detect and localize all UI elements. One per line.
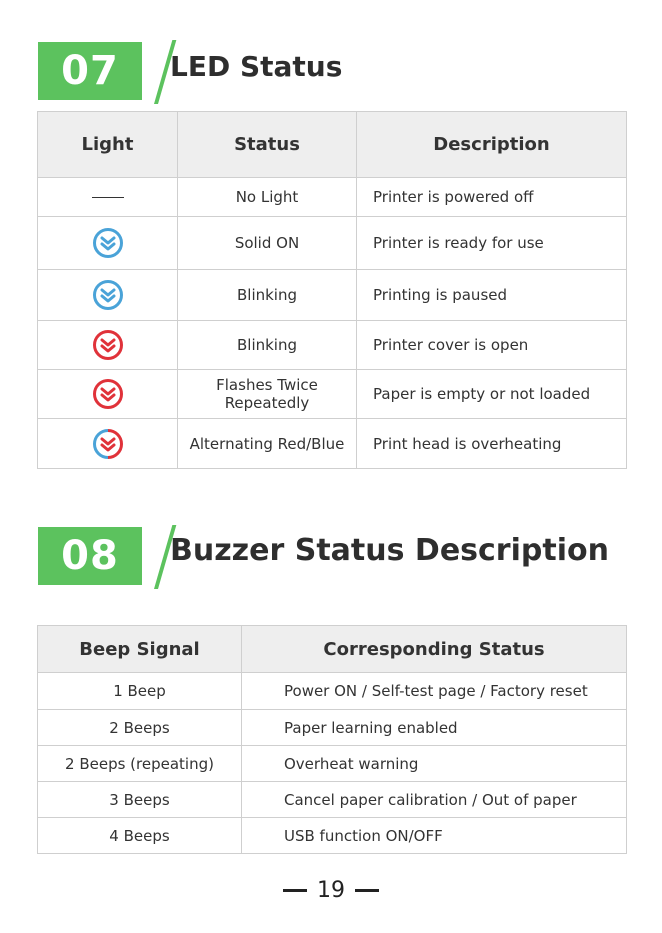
light-cell	[38, 321, 178, 370]
table-row	[38, 321, 627, 370]
led-blue-icon	[92, 227, 124, 259]
signal-cell: 3 Beeps	[38, 782, 242, 818]
light-cell	[38, 370, 178, 419]
status-cell	[178, 370, 357, 419]
status-cell: Power ON / Self-test page / Factory reset	[242, 673, 627, 710]
led-status-table	[37, 111, 627, 469]
header-description: Description	[357, 112, 627, 178]
led-blue-icon	[92, 279, 124, 311]
description-cell: Paper is empty or not loaded	[357, 370, 627, 419]
section-number-badge: 07	[38, 42, 142, 100]
no-light-dash-icon	[92, 197, 124, 198]
status-cell: Solid ON	[178, 217, 357, 270]
light-cell	[38, 270, 178, 321]
description-cell: Printer is powered off	[357, 178, 627, 217]
buzzer-status-table	[37, 625, 627, 854]
light-cell	[38, 419, 178, 469]
description-cell: Printer cover is open	[357, 321, 627, 370]
signal-cell: 2 Beeps	[38, 710, 242, 746]
table-row	[38, 710, 627, 746]
table-row	[38, 270, 627, 321]
status-cell: Paper learning enabled	[242, 710, 627, 746]
footer-dash-left	[283, 889, 307, 892]
signal-cell: 2 Beeps (repeating)	[38, 746, 242, 782]
header-status: Status	[178, 112, 357, 178]
table-row	[38, 746, 627, 782]
table-row	[38, 673, 627, 710]
led-redblue-icon	[92, 428, 124, 460]
description-cell: Print head is overheating	[357, 419, 627, 469]
description-cell: Printing is paused	[357, 270, 627, 321]
table-row	[38, 818, 627, 854]
status-cell: USB function ON/OFF	[242, 818, 627, 854]
footer-dash-right	[355, 889, 379, 892]
section-title: Buzzer Status Description	[170, 533, 609, 568]
status-line: Flashes Twice	[216, 376, 318, 394]
page-number: 19	[317, 878, 345, 903]
header-beep-signal: Beep Signal	[38, 626, 242, 673]
header-light: Light	[38, 112, 178, 178]
section-title: LED Status	[170, 50, 343, 83]
led-red-icon	[92, 329, 124, 361]
header-corresponding-status: Corresponding Status	[242, 626, 627, 673]
led-red-icon	[92, 378, 124, 410]
status-cell: No Light	[178, 178, 357, 217]
table-row	[38, 782, 627, 818]
section-number-badge: 08	[38, 527, 142, 585]
signal-cell: 1 Beep	[38, 673, 242, 710]
table-row	[38, 217, 627, 270]
table-row	[38, 178, 627, 217]
status-cell: Overheat warning	[242, 746, 627, 782]
table-row	[38, 419, 627, 469]
light-cell	[38, 217, 178, 270]
table-row	[38, 370, 627, 419]
status-line: Repeatedly	[224, 394, 310, 412]
signal-cell: 4 Beeps	[38, 818, 242, 854]
description-cell: Printer is ready for use	[357, 217, 627, 270]
status-cell: Alternating Red/Blue	[178, 419, 357, 469]
page-footer	[0, 878, 662, 903]
light-cell	[38, 178, 178, 217]
status-cell: Blinking	[178, 270, 357, 321]
status-cell: Blinking	[178, 321, 357, 370]
status-cell: Cancel paper calibration / Out of paper	[242, 782, 627, 818]
